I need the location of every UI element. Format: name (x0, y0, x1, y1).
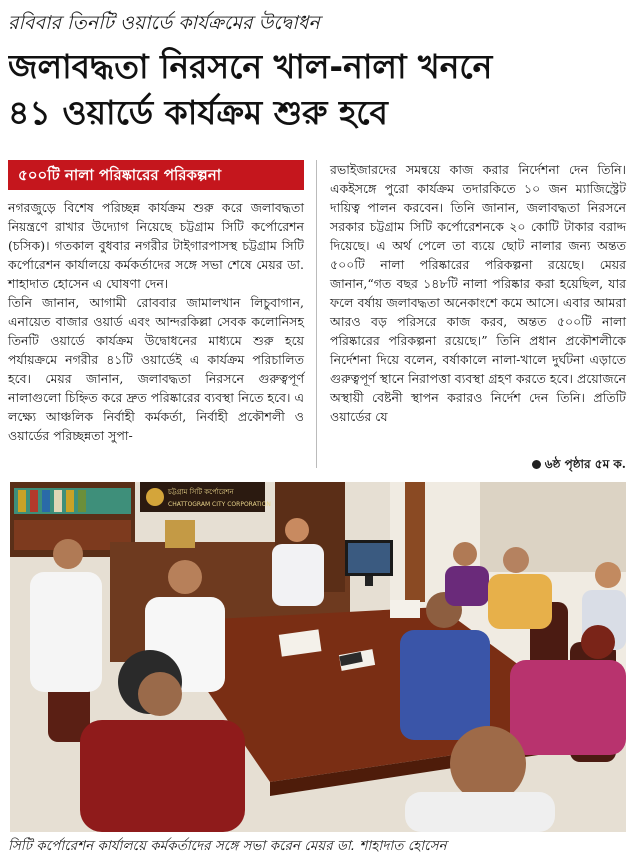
headline-line-1: জলাবদ্ধতা নিরসনে খাল-নালা খননে (8, 47, 493, 86)
col1-paragraph-1: নগরজুড়ে বিশেষ পরিচ্ছন্ন কার্যক্রম শুরু করে জলাবদ্ধতা নিয়ন্ত্রণে রাখার উদ্যোগ নিয়েছে চট্টগ্রাম সিটি কর্পোরেশন (চসিক)। গতকাল বুধবার নগরীর টাইগারপাসস্থ চট্টগ্রাম সিটি কর্পোরেশন কার্যালয়ে কর্মকর্তাদের সঙ্গে সভা শেষে মেয়র ডা. শাহাদাত হোসেন এ ঘোষণা দেন। (8, 200, 304, 291)
col2-paragraph-1: রভাইজারদের সমন্বয়ে কাজ করার নির্দেশনা দেন তিনি। একইসঙ্গে পুরো কার্যক্রম তদারকিতে ১০ জন ম্যাজিস্ট্রেট দায়িত্ব পালন করবেন। তিনি জানান, জলাবদ্ধতা নিরসনে সরকার চট্টগ্রাম সিটি কর্পোরেশনকে ২০ কোটি টাকার বরাদ্দ দিয়েছে। এ অর্থ পেলে তা ব্যয়ে ছোট নালার জন্য অন্তত ৫০০টি নালা পরিষ্কারের পরিকল্পনা রয়েছে। মেয়র জানান,“গত বছর ১৪৮টি নালা পরিষ্কার করা হয়েছিল, যার ফলে বর্ষায় জলাবদ্ধতা অনেকাংশে কমে আসে। এবার আমরা আরও বড় পরিসরে কাজ করব, অন্তত ৫০০টি নালা পরিষ্কারের পরিকল্পনা রয়েছে।” তিনি প্রধান প্রকৌশলীকে নির্দেশনা দিয়ে বলেন, বর্ষাকালে নালা-খালে দুর্ঘটনা এড়াতে গুরুত্বপূর্ণ স্থানে নিরাপত্তা ব্যবস্থা গ্রহণ করতে হবে। প্রয়োজনে অস্থায়ী বেষ্টনী স্থাপন করারও নির্দেশ দেন তিনি। প্রতিটি ওয়ার্ডের যে (330, 162, 626, 424)
continued-text: ৬ষ্ঠ পৃষ্ঠার ৫ম ক. (544, 457, 626, 471)
headline (8, 44, 628, 136)
photo-caption: সিটি কর্পোরেশন কার্যালয়ে কর্মকর্তাদের সঙ্গে সভা করেন মেয়র ডা. শাহাদাত হোসেন (8, 838, 447, 854)
headline-line-2: ৪১ ওয়ার্ডে কার্যক্রম শুরু হবে (8, 93, 388, 132)
article-column-1 (8, 160, 304, 445)
subhead: ৫০০টি নালা পরিষ্কারের পরিকল্পনা (8, 160, 304, 190)
meeting-photo-illustration (10, 482, 626, 832)
continued-marker (532, 456, 626, 476)
article-column-2 (330, 160, 626, 426)
meeting-photo (10, 482, 626, 832)
col1-paragraph-2: তিনি জানান, আগামী রোববার জামালখান লিচুবাগান, এনায়েত বাজার ওয়ার্ড এবং আন্দরকিল্লা সেবক কলোনিসহ তিনটি ওয়ার্ডে কার্যক্রম উদ্বোধনের মাধ্যমে শুরু হয়ে পর্যায়ক্রমে নগরীর ৪১টি ওয়ার্ডেই এ কার্যক্রম পরিচালিত হবে। মেয়র জানান, জলাবদ্ধতা নিরসনে গুরুত্বপূর্ণ নালাগুলো চিহ্নিত করে দ্রুত পরিষ্কারের ব্যবস্থা নিতে হবে। এ লক্ষ্যে আঞ্চলিক নির্বাহী কর্মকর্তা, নির্বাহী প্রকৌশলী ও ওয়ার্ডের পরিচ্ছন্নতা সুপা- (8, 295, 304, 443)
seal-icon (146, 488, 164, 506)
bullet-icon (532, 460, 541, 469)
kicker: রবিবার তিনটি ওয়ার্ডে কার্যক্রমের উদ্বোধন (8, 12, 320, 34)
banner-bn: চট্টগ্রাম সিটি কর্পোরেশন (168, 488, 234, 496)
banner-en: CHATTOGRAM CITY CORPORATION (168, 501, 271, 508)
column-divider (316, 160, 317, 468)
